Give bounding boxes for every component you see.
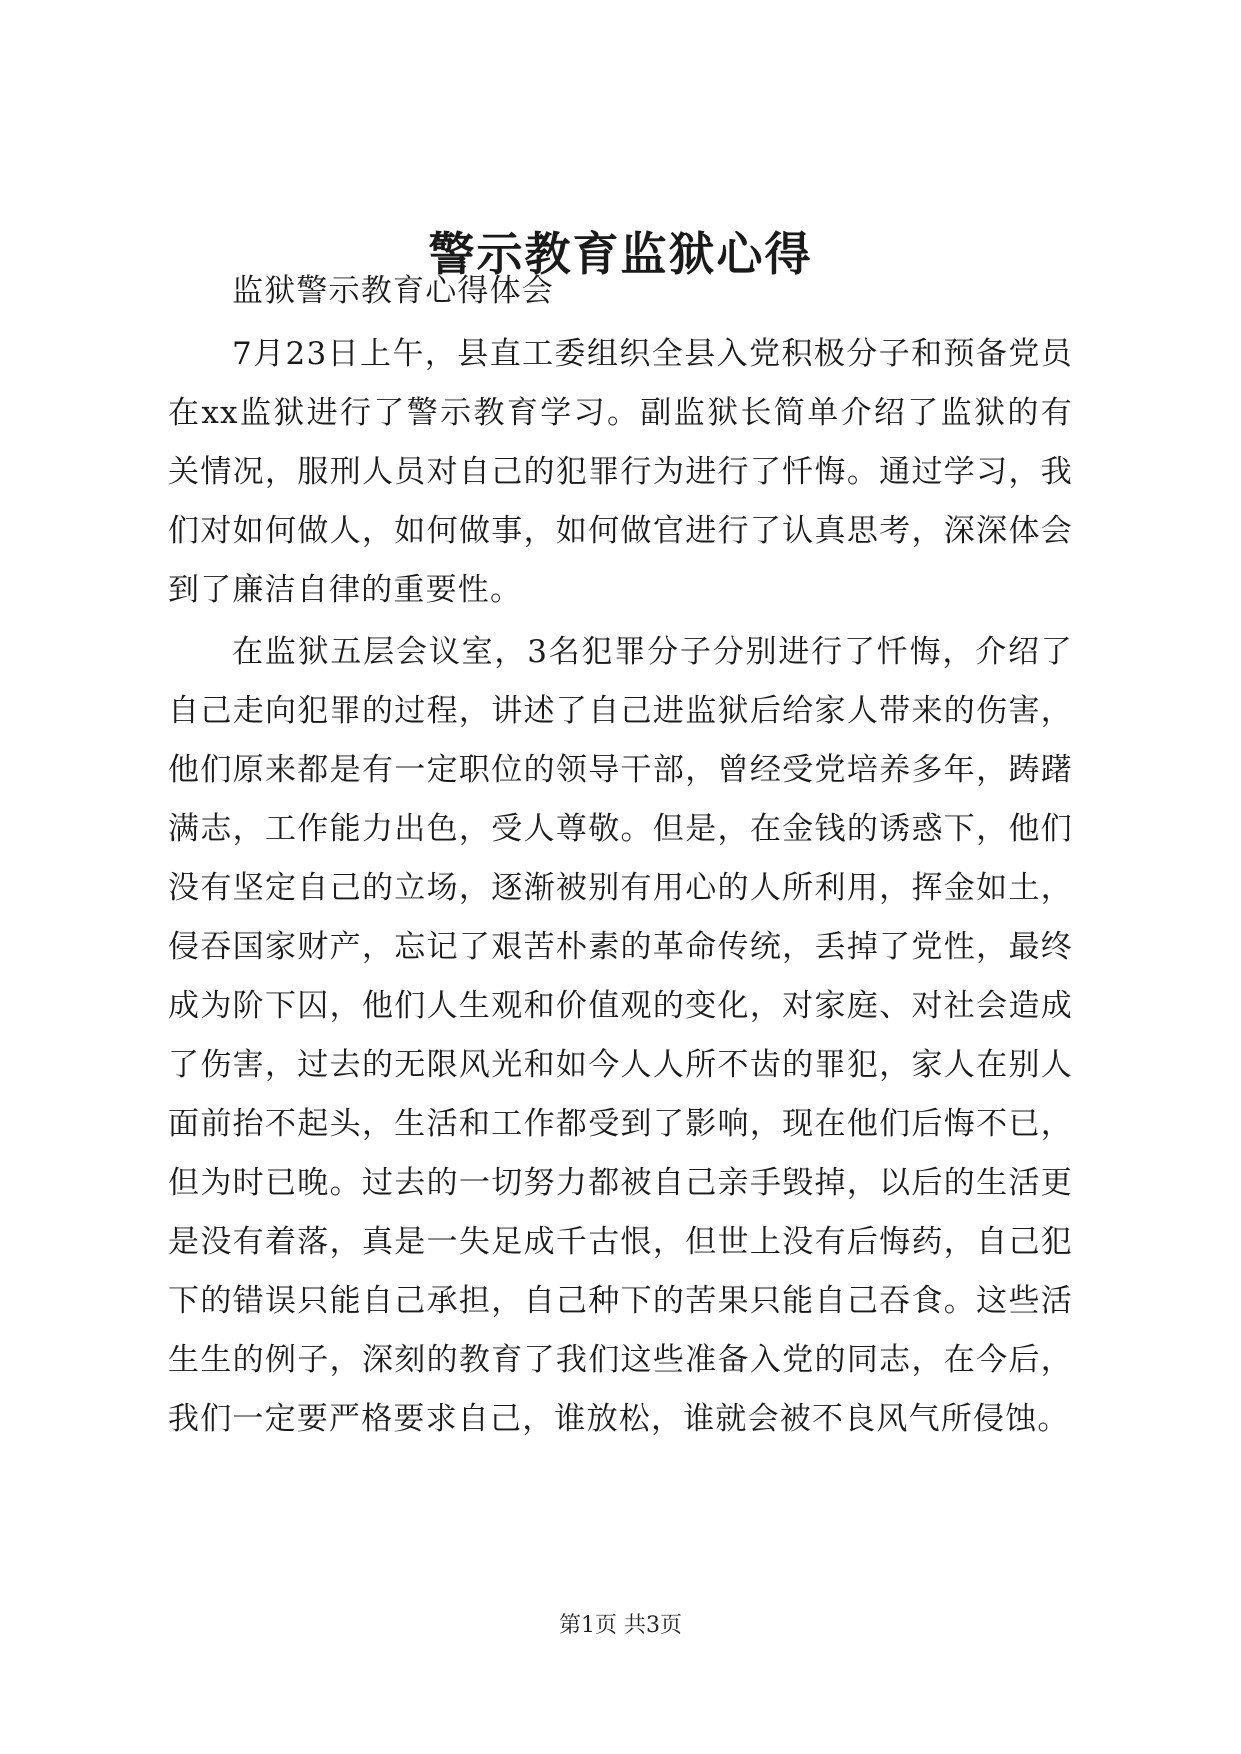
paragraph-1: 7月23日上午，县直工委组织全县入党积极分子和预备党员在xx监狱进行了警示教育学习。副监狱长简单介绍了监狱的有关情况，服刑人员对自己的犯罪行为进行了忏悔。通过学习，我们对如何做人，如何做事，如何做官进行了认真思考，深深体会到了廉洁自律的重要性。 <box>168 336 1073 608</box>
document-subtitle: 监狱警示教育心得体会 <box>232 273 554 309</box>
paragraph-2: 在监狱五层会议室，3名犯罪分子分别进行了忏悔，介绍了自己走向犯罪的过程，讲述了自己进监狱后给家人带来的伤害，他们原来都是有一定职位的领导干部，曾经受党培养多年，踌躇满志，工作能力出色，受人尊敬。但是，在金钱的诱惑下，他们没有坚定自己的立场，逐渐被别有用心的人所利用，挥金如土，侵吞国家财产，忘记了艰苦朴素的革命传统，丢掉了党性，最终成为阶下囚，他们人生观和价值观的变化，对家庭、对社会造成了伤害，过去的无限风光和如今人人所不齿的罪犯，家人在别人面前抬不起头，生活和工作都受到了影响，现在他们后悔不已，但为时已晚。过去的一切努力都被自己亲手毁掉，以后的生活更是没有着落，真是一失足成千古恨，但世上没有后悔药，自己犯下的错误只能自己承担，自己种下的苦果只能自己吞食。这些活生生的例子，深刻的教育了我们这些准备入党的同志，在今后，我们一定要严格要求自己，谁放松，谁就会被不良风气所侵蚀。 <box>168 634 1073 1437</box>
page-number-footer: 第1页 共3页 <box>559 1613 682 1638</box>
document-body <box>168 262 1073 1449</box>
document-title: 警示教育监狱心得 <box>428 227 813 281</box>
